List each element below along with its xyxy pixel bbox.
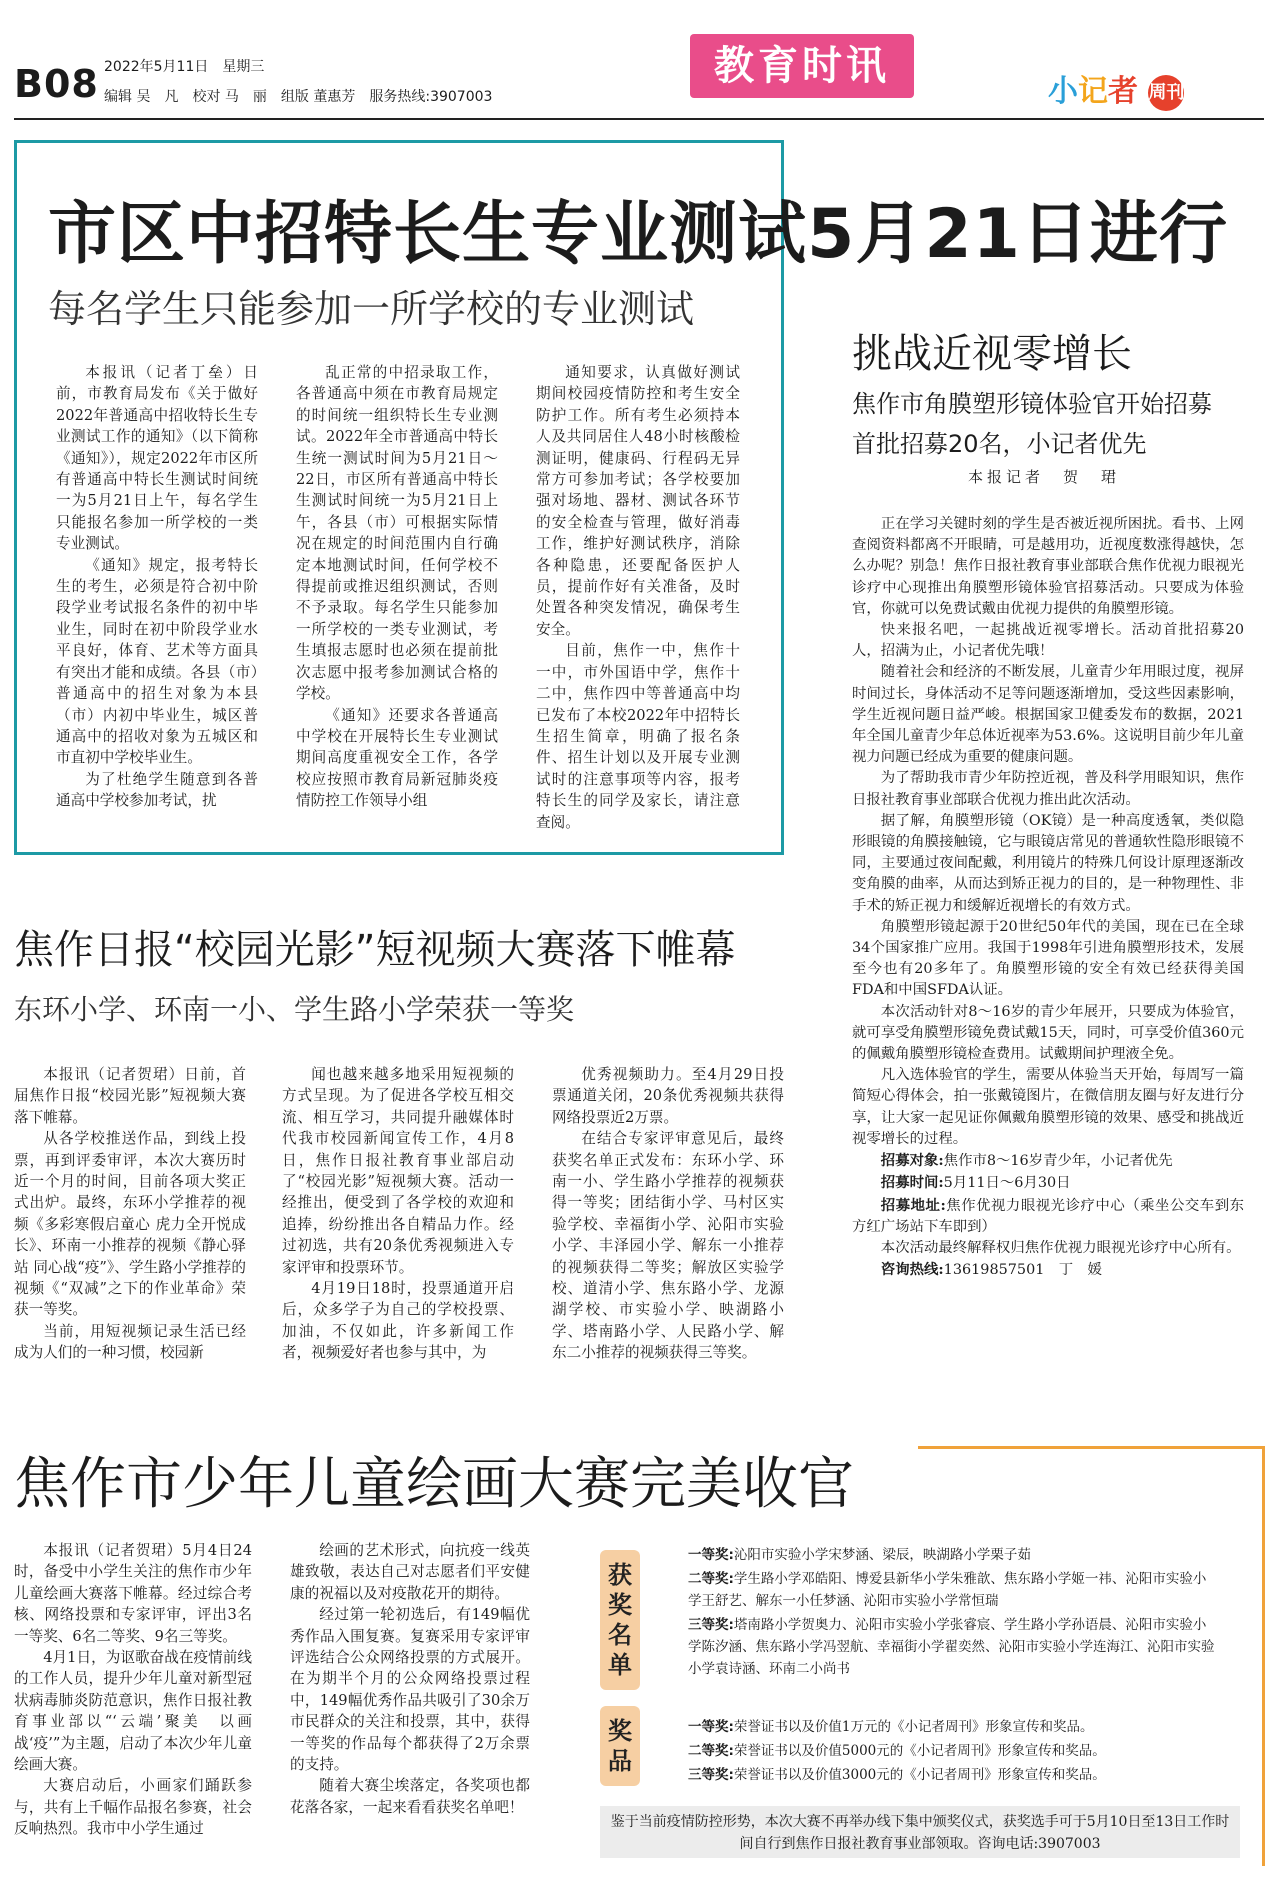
- paragraph: 《通知》规定，报考特长生的考生，必须是符合初中阶段学业考试报名条件的初中毕业生，同时在初中阶段学业水平良好，体育、艺术等方面具有突出才能和成绩。各县（市）普通高中的招生对象为本县（市）内初中毕业生，城区普通高中的招收对象为五城区和市直初中学校毕业生。: [56, 556, 258, 767]
- article-headline: 焦作市少年儿童绘画大赛完美收官: [14, 1452, 854, 1517]
- article-column: [296, 362, 498, 812]
- paragraph: 绘画的艺术形式，向抗疫一线英雄致敬，表达自己对志愿者们平安健康的祝福以及对疫散花开的期待。: [290, 1542, 530, 1602]
- decorative-rule: [1262, 1446, 1265, 1866]
- article-headline: 焦作日报“校园光影”短视频大赛落下帷幕: [14, 927, 736, 973]
- article-column: [56, 362, 258, 812]
- prize-row: 三等奖:荣誉证书以及价值3000元的《小记者周刊》形象宣传和奖品。: [688, 1767, 1106, 1783]
- paragraph: 4月19日18时，投票通道开启后，众多学子为自己的学校投票、加油，不仅如此，许多新闻工作者，视频爱好者也参与其中，为: [282, 1280, 514, 1362]
- brand-char: 者: [1108, 74, 1138, 109]
- article-headline: 市区中招特长生专业测试5月21日进行: [48, 195, 1228, 274]
- paragraph: 本次活动最终解释权归焦作优视力眼视光诊疗中心所有。: [880, 1239, 1241, 1256]
- article-column: [290, 1540, 530, 1818]
- paragraph: 随着社会和经济的不断发展，儿童青少年用眼过度，视屏时间过长，身体活动不足等问题逐渐增加，受这些因素影响，学生近视问题日益严峻。根据国家卫健委发布的数据，2021年全国儿童青少年总体近视率为53.6%。这说明目前少年儿童视力问题已经成为重要的健康问题。: [852, 664, 1244, 766]
- article-byline: 本报记者 贺 珺: [968, 468, 1121, 486]
- prize-row: 一等奖:荣誉证书以及价值1万元的《小记者周刊》形象宣传和奖品。: [688, 1719, 1094, 1735]
- article-subheadline: 首批招募20名，小记者优先: [852, 430, 1147, 458]
- article-subheadline: 东环小学、环南一小、学生路小学荣获一等奖: [14, 993, 575, 1026]
- winner-row: 一等奖:沁阳市实验小学宋梦涵、梁辰，映湖路小学栗子茹: [688, 1547, 1031, 1563]
- paragraph: 大赛启动后，小画家们踊跃参与，共有上千幅作品报名参赛，社会反响热烈。我市中小学生通过: [14, 1777, 252, 1838]
- article-subheadline: 每名学生只能参加一所学校的专业测试: [48, 287, 695, 331]
- paragraph: 优秀视频助力。至4月29日投票通道关闭，20条优秀视频共获得网络投票近2万票。: [552, 1066, 784, 1126]
- brand-logo: [1048, 66, 1184, 111]
- paragraph: 通知要求，认真做好测试期间校园疫情防控和考生安全防护工作。所有考生必须持本人及共同居住人48小时核酸检测证明，健康码、行程码无异常方可参加考试；各学校要加强对场地、器材、测试各环节的安全检查与管理，做好消毒工作，维护好测试秩序，消除各种隐患，还要配备医护人员，提前作好有关准备，及时处置各种突发情况，确保考生安全。: [536, 364, 740, 638]
- paragraph: 《通知》还要求各普通高中学校在开展特长生专业测试期间高度重视安全工作，各学校应按照市教育局新冠肺炎疫情防控工作领导小组: [296, 706, 498, 810]
- paragraph: 为了杜绝学生随意到各普通高中学校参加考试，扰: [56, 770, 258, 810]
- winner-row: 三等奖:塔南路小学贺奥力、沁阳市实验小学张睿宸、学生路小学孙语晨、沁阳市实验小学陈汐涵、焦东路小学冯翌航、幸福街小学翟奕然、沁阳市实验小学连海江、沁阳市实验小学袁诗涵、环南二小尚书: [688, 1617, 1215, 1677]
- paragraph: 当前，用短视频记录生活已经成为人们的一种习惯，校园新: [14, 1322, 246, 1362]
- paragraph: 本报讯（记者丁垒）日前，市教育局发布《关于做好2022年普通高中招收特长生专业测试工作的通知》（以下简称《通知》），规定2022年市区所有普通高中特长生测试时间统一为5月21日上午，每名学生只能报名参加一所学校的一类专业测试。: [56, 364, 258, 553]
- paragraph: 凡入选体验官的学生，需要从体验当天开始，每周写一篇简短心得体会，拍一张戴镜图片，在微信朋友圈与好友进行分享，让大家一起见证你佩戴角膜塑形镜的效果、感受和挑战近视零增长的过程。: [852, 1067, 1244, 1147]
- article-subheadline: 焦作市角膜塑形镜体验官开始招募: [852, 390, 1212, 418]
- prizes-list: [688, 1716, 1216, 1788]
- paragraph: 快来报名吧，一起挑战近视零增长。活动首批招募20人，招满为止，小记者优先哦！: [852, 622, 1244, 660]
- paragraph: 目前，焦作一中，焦作十一中，市外国语中学，焦作十二中，焦作四中等普通高中均已发布了本校2022年中招特长生招生简章，明确了报名条件、招生计划以及开展专业测试时的注意事项等内容，报考特长生的同学及家长，请注意查阅。: [536, 642, 740, 831]
- brand-char: 记: [1078, 74, 1108, 109]
- prizes-tag: 奖品: [600, 1706, 640, 1786]
- winners-tag: 获奖名单: [600, 1550, 640, 1690]
- recruit-target: 招募对象:焦作市8～16岁青少年，小记者优先: [880, 1152, 1173, 1170]
- editor-credits: 编辑 吴 凡 校对 马 丽 组版 董惠芳 服务热线:3907003: [104, 89, 493, 105]
- paragraph: 角膜塑形镜起源于20世纪50年代的美国，现在已在全球34个国家推广应用。我国于1998年引进角膜塑形技术，发展至今也有20多年了。角膜塑形镜的安全有效已经获得美国FDA和中国SFDA认证。: [852, 918, 1244, 999]
- article-column: [14, 1064, 246, 1364]
- brand-badge: 周刊: [1148, 75, 1184, 111]
- issue-date: 2022年5月11日 星期三: [104, 59, 265, 75]
- winner-row: 二等奖:学生路小学邓皓阳、博爱县新华小学朱雅歆、焦东路小学姬一祎、沁阳市实验小学王舒艺、解东一小任梦涵、沁阳市实验小学常恒瑞: [688, 1571, 1207, 1609]
- article-headline: 挑战近视零增长: [852, 331, 1132, 377]
- section-banner: 教育时讯: [690, 34, 914, 98]
- winners-list: [688, 1544, 1216, 1682]
- article-column: [852, 514, 1244, 1281]
- hotline: 咨询热线:13619857501 丁 媛: [880, 1261, 1102, 1279]
- paragraph: 本报讯（记者贺珺）日前，首届焦作日报“校园光影”短视频大赛落下帷幕。: [14, 1066, 246, 1126]
- brand-char: 小: [1048, 74, 1078, 109]
- paragraph: 乱正常的中招录取工作，各普通高中须在市教育局规定的时间统一组织特长生专业测试。2022年全市普通高中特长生统一测试时间为5月21日～22日，市区所有普通高中特长生测试时间统一为5月21日上午，各县（市）可根据实际情况在规定的时间范围内自行确定本地测试时间，任何学校不得提前或推迟组织测试，否则不予录取。每名学生只能参加一所学校的一类专业测试，考生填报志愿时也必须在提前批次志愿中报考参加测试合格的学校。: [296, 364, 498, 703]
- recruit-time: 招募时间:5月11日～6月30日: [880, 1174, 1071, 1192]
- paragraph: 随着大赛尘埃落定，各奖项也都花落各家，一起来看看获奖名单吧！: [290, 1777, 530, 1816]
- paragraph: 本报讯（记者贺珺）5月4日24时，备受中小学生关注的焦作市少年儿童绘画大赛落下帷幕。经过综合考核、网络投票和专家评审，评出3名一等奖、6名二等奖、9名三等奖。: [14, 1542, 252, 1645]
- paragraph: 本次活动针对8～16岁的青少年展开，只要成为体验官，就可享受角膜塑形镜免费试戴15天，同时，可享受价值360元的佩戴角膜塑形镜检查费用。试戴期间护理液全免。: [852, 1003, 1244, 1063]
- paragraph: 经过第一轮初选后，有149幅优秀作品入围复赛。复赛采用专家评审评选结合公众网络投票的方式展开。在为期半个月的公众网络投票过程中，149幅优秀作品共吸引了30余万市民群众的关注和投票，其中，获得一等奖的作品每个都获得了2万余票的支持。: [290, 1606, 530, 1774]
- article-column: [536, 362, 740, 833]
- page-number: B08: [14, 62, 99, 106]
- paragraph: 在结合专家评审意见后，最终获奖名单正式发布：东环小学、环南一小、学生路小学推荐的视频获得一等奖；团结街小学、马村区实验学校、幸福街小学、沁阳市实验小学、丰泽园小学、解东一小推荐的视频获得二等奖；解放区实验学校、道清小学、焦东路小学、龙源湖学校、市实验小学、映湖路小学、塔南路小学、人民路小学、解东二小推荐的视频获得三等奖。: [552, 1130, 784, 1362]
- recruit-place: 招募地址:焦作优视力眼视光诊疗中心（乘坐公交车到东方红广场站下车即到）: [852, 1196, 1244, 1235]
- article-column: [14, 1540, 252, 1840]
- header-rule: [14, 118, 1264, 120]
- decorative-rule: [918, 1446, 1264, 1449]
- paragraph: 正在学习关键时刻的学生是否被近视所困扰。看书、上网查阅资料都离不开眼睛，可是越用功，近视度数涨得越快，怎么办呢？别急！焦作日报社教育事业部联合焦作优视力眼视光诊疗中心现推出角膜塑形镜体验官招募活动。只要成为体验官，你就可以免费试戴由优视力提供的角膜塑形镜。: [852, 516, 1244, 617]
- article-column: [282, 1064, 514, 1364]
- paragraph: 4月1日，为讴歌奋战在疫情前线的工作人员，提升少年儿童对新型冠状病毒肺炎防范意识，焦作日报社教育事业部以“‘云端’聚美 以画战‘疫’”为主题，启动了本次少年儿童绘画大赛。: [14, 1649, 252, 1774]
- paragraph: 从各学校推送作品，到线上投票，再到评委审评，本次大赛历时近一个月的时间，目前各项大奖正式出炉。最终，东环小学推荐的视频《多彩寒假启童心 虎力全开悦成长》、环南一小推荐的视频《静心驿站 同心战“疫”》、学生路小学推荐的视频《“双减”之下的作业革命》荣获一等奖。: [14, 1130, 246, 1319]
- prize-row: 二等奖:荣誉证书以及价值5000元的《小记者周刊》形象宣传和奖品。: [688, 1743, 1106, 1759]
- notice-box: 鉴于当前疫情防控形势，本次大赛不再举办线下集中颁奖仪式，获奖选手可于5月10日至13日工作时间自行到焦作日报社教育事业部领取。咨询电话:3907003: [600, 1806, 1240, 1858]
- paragraph: 闻也越来越多地采用短视频的方式呈现。为了促进各学校互相交流、相互学习，共同提升融媒体时代我市校园新闻宣传工作，4月8日，焦作日报社教育事业部启动了“校园光影”短视频大赛。活动一经推出，便受到了各学校的欢迎和追捧，纷纷推出各自精品力作。经过初选，共有20条优秀视频进入专家评审和投票环节。: [282, 1066, 514, 1276]
- paragraph: 据了解，角膜塑形镜（OK镜）是一种高度透氧，类似隐形眼镜的角膜接触镜，它与眼镜店常见的普通软性隐形眼镜不同，主要通过夜间配戴，利用镜片的特殊几何设计原理逐渐改变角膜的曲率，从而达到矫正视力的目的，是一种物理性、非手术的矫正视力和缓解近视增长的有效方式。: [852, 812, 1244, 914]
- paragraph: 为了帮助我市青少年防控近视，普及科学用眼知识，焦作日报社教育事业部联合优视力推出此次活动。: [852, 770, 1244, 808]
- article-column: [552, 1064, 784, 1364]
